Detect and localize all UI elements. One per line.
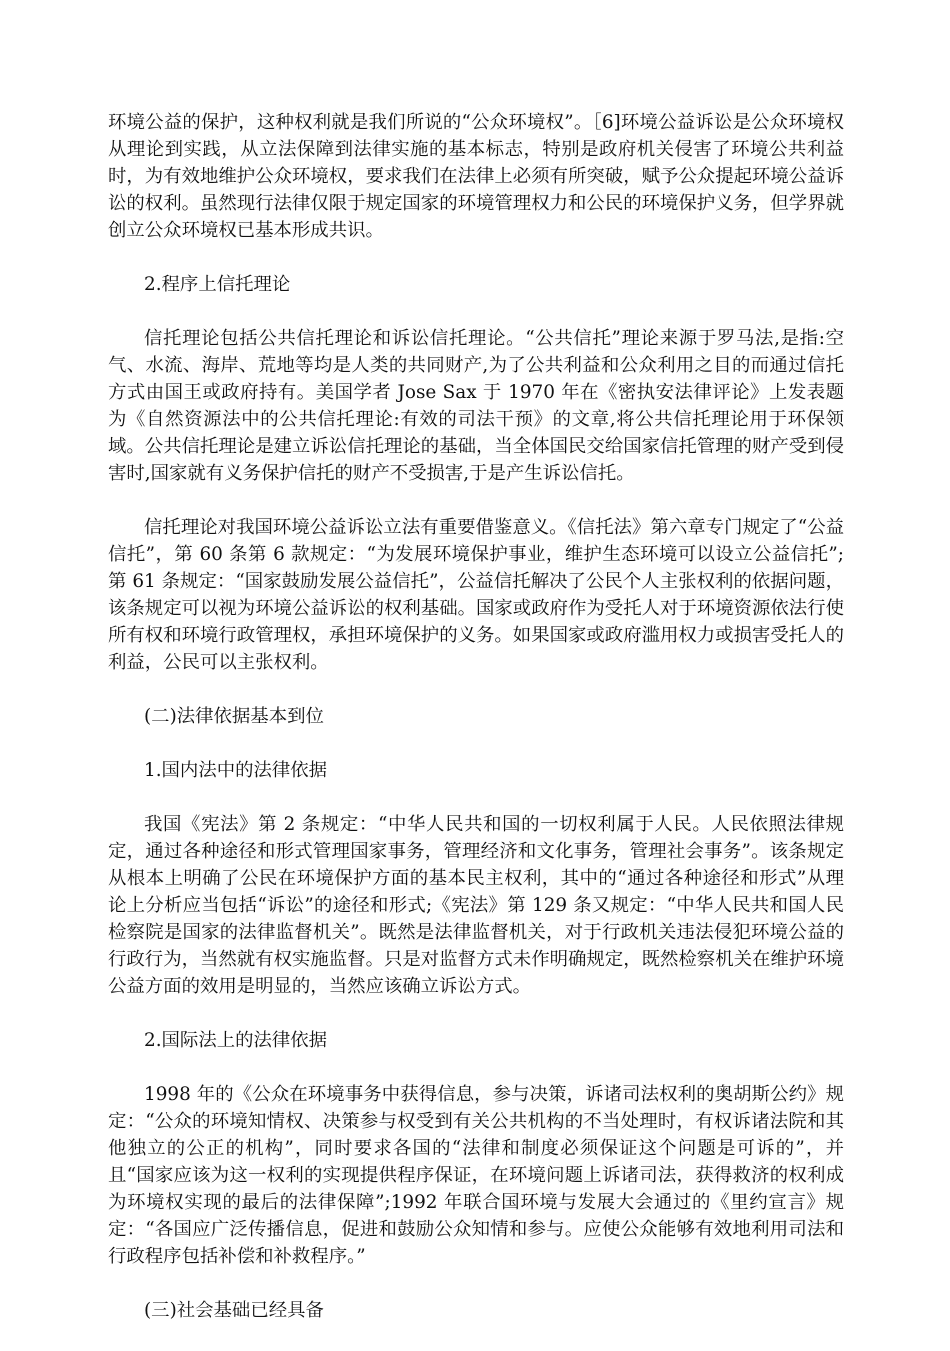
section-heading-legal-basis: (二)法律依据基本到位 [144, 706, 324, 727]
section-heading-domestic-law: 1.国内法中的法律依据 [144, 760, 328, 781]
section-heading-trust-theory: 2.程序上信托理论 [144, 274, 291, 295]
document-body [108, 109, 844, 1351]
paragraph-constitution: 我国《宪法》第 2 条规定：“中华人民共和国的一切权利属于人民。人民依照法律规定，通过各种途径和形式管理国家事务，管理经济和文化事务，管理社会事务”。该条规定从根本上明确了公民在环境保护方面的基本民主权利，其中的“通过各种途径和形式”从理论上分析应当包括“诉讼”的途径和形式;《宪法》第 129 条又规定：“中华人民共和国人民检察院是国家的法律监督机关”。既然是法律监督机关，对于行政机关违法侵犯环境公益的行政行为，当然就有权实施监督。只是对监督方式未作明确规定，既然检察机关在维护环境公益方面的效用是明显的，当然应该确立诉讼方式。 [108, 814, 844, 997]
paragraph-public-environmental-right: 环境公益的保护，这种权利就是我们所说的“公众环境权”。［6]环境公益诉讼是公众环境权从理论到实践，从立法保障到法律实施的基本标志，特别是政府机关侵害了环境公共利益时，为有效地维护公众环境权，要求我们在法律上必须有所突破，赋予公众提起环境公益诉讼的权利。虽然现行法律仅限于规定国家的环境管理权力和公民的环境保护义务，但学界就创立公众环境权已基本形成共识。 [108, 112, 844, 241]
paragraph-trust-law-significance: 信托理论对我国环境公益诉讼立法有重要借鉴意义。《信托法》第六章专门规定了“公益信托”，第 60 条第 6 款规定：“为发展环境保护事业，维护生态环境可以设立公益信托”;第 61 条规定：“国家鼓励发展公益信托”，公益信托解决了公民个人主张权利的依据问题，该条规定可以视为环境公益诉讼的权利基础。国家或政府作为受托人对于环境资源依法行使所有权和环境行政管理权，承担环境保护的义务。如果国家或政府滥用权力或损害受托人的利益，公民可以主张权利。 [108, 517, 844, 673]
section-heading-social-basis: (三)社会基础已经具备 [144, 1300, 324, 1321]
paragraph-trust-theory-intro: 信托理论包括公共信托理论和诉讼信托理论。“公共信托”理论来源于罗马法,是指:空气、水流、海岸、荒地等均是人类的共同财产,为了公共利益和公众利用之目的而通过信托方式由国王或政府持有。美国学者 Jose Sax 于 1970 年在《密执安法律评论》上发表题为《自然资源法中的公共信托理论:有效的司法干预》的文章,将公共信托理论用于环保领域。公共信托理论是建立诉讼信托理论的基础，当全体国民交给国家信托管理的财产受到侵害时,国家就有义务保护信托的财产不受损害,于是产生诉讼信托。 [108, 328, 844, 484]
paragraph-aarhus-rio: 1998 年的《公众在环境事务中获得信息，参与决策，诉诸司法权利的奥胡斯公约》规定：“公众的环境知情权、决策参与权受到有关公共机构的不当处理时，有权诉诸法院和其他独立的公正的机构”，同时要求各国的“法律和制度必须保证这个问题是可诉的”，并且“国家应该为这一权利的实现提供程序保证，在环境问题上诉诸司法，获得救济的权利成为环境权实现的最后的法律保障”;1992 年联合国环境与发展大会通过的《里约宣言》规定：“各国应广泛传播信息，促进和鼓励公众知情和参与。应使公众能够有效地利用司法和行政程序包括补偿和补救程序。” [108, 1084, 844, 1267]
section-heading-international-law: 2.国际法上的法律依据 [144, 1030, 328, 1051]
